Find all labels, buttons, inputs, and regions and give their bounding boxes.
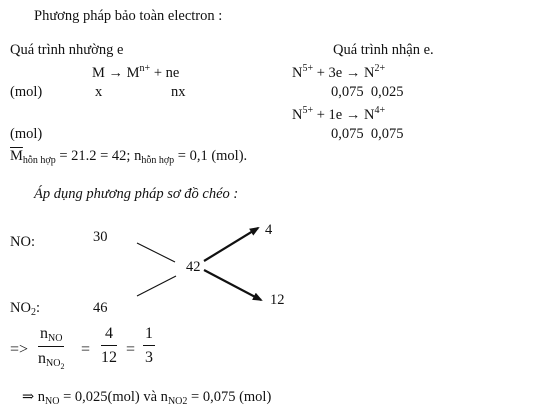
right-eq1-values: 0,075 0,025 [331,84,404,100]
m-bar: $\overline{M}$ [10,148,23,164]
arrow-to-bottom [204,270,261,300]
n-sub: hỗn hợp [141,155,175,166]
eq2-product-sup: 4+ [374,105,386,116]
ratio-prefix: => [10,341,29,358]
left-title: Quá trình nhường e [10,42,124,58]
no2-molar-mass: 46 [93,300,108,316]
left-eq-tail: + ne [150,65,180,81]
heading: Phương pháp bảo toàn electron : [34,8,223,24]
left-x: x [95,84,103,100]
left-nx: nx [171,84,186,100]
fraction-1-3-denominator: 3 [145,349,153,366]
result-n1: n [37,389,46,405]
no-label: NO: [10,234,35,250]
no2-sub: 2 [30,307,36,318]
apply-heading: Áp dụng phương pháp sơ đồ chéo : [34,186,239,202]
equals-1: = [81,341,91,358]
fraction-4-12 [101,325,117,367]
eq2-n-sup: 5+ [302,105,314,116]
mol-label-2: (mol) [10,126,43,142]
center-value: 42 [186,259,201,275]
no-molar-mass: 30 [93,229,108,245]
m-sub: hỗn hợp [22,155,56,166]
top-result: 4 [265,222,273,238]
fraction-1-3-numerator: 1 [145,325,153,342]
eq1-mid: + 3e → N [313,65,375,81]
result-n2-sub: NO2 [167,396,188,407]
m-value: = 21.2 = 42; n [55,148,142,164]
right-eq2-values: 0,075 0,075 [331,126,404,142]
result-n1-sub: NO [45,396,60,407]
no2-colon: : [35,300,40,316]
left-eq-base: M → M [92,65,140,81]
result-line [22,390,271,407]
result-v1: = 0,025(mol) và n [59,389,168,405]
eq2-n: N [292,107,303,123]
fraction-n-ratio [38,325,64,371]
implies-arrow: ⇒ [22,389,35,405]
eq1-product-sup: 2+ [374,63,386,74]
eq1-n: N [292,65,303,81]
line-no-to-center [137,243,175,262]
result-v2: = 0,075 (mol) [187,389,272,405]
equals-2: = [126,341,136,358]
left-eq-sup: n+ [139,63,151,74]
eq1-n-sup: 5+ [302,63,314,74]
right-title: Quá trình nhận e. [333,42,434,58]
bottom-result: 12 [270,292,285,308]
fraction-n-ratio-denominator: $n_{NO2}$ [38,350,65,371]
line-no2-to-center [137,276,176,296]
mol-label-1: (mol) [10,84,43,100]
fraction-4-12-denominator: 12 [101,349,117,366]
arrow-to-top [204,228,258,261]
eq2-mid: + 1e → N [313,107,375,123]
fraction-1-3 [143,325,155,367]
fraction-4-12-numerator: 4 [105,325,113,342]
fraction-n-ratio-numerator: $n_{NO}$ [40,325,63,344]
n-value: = 0,1 (mol). [174,148,248,164]
no2-text: NO [10,300,31,316]
